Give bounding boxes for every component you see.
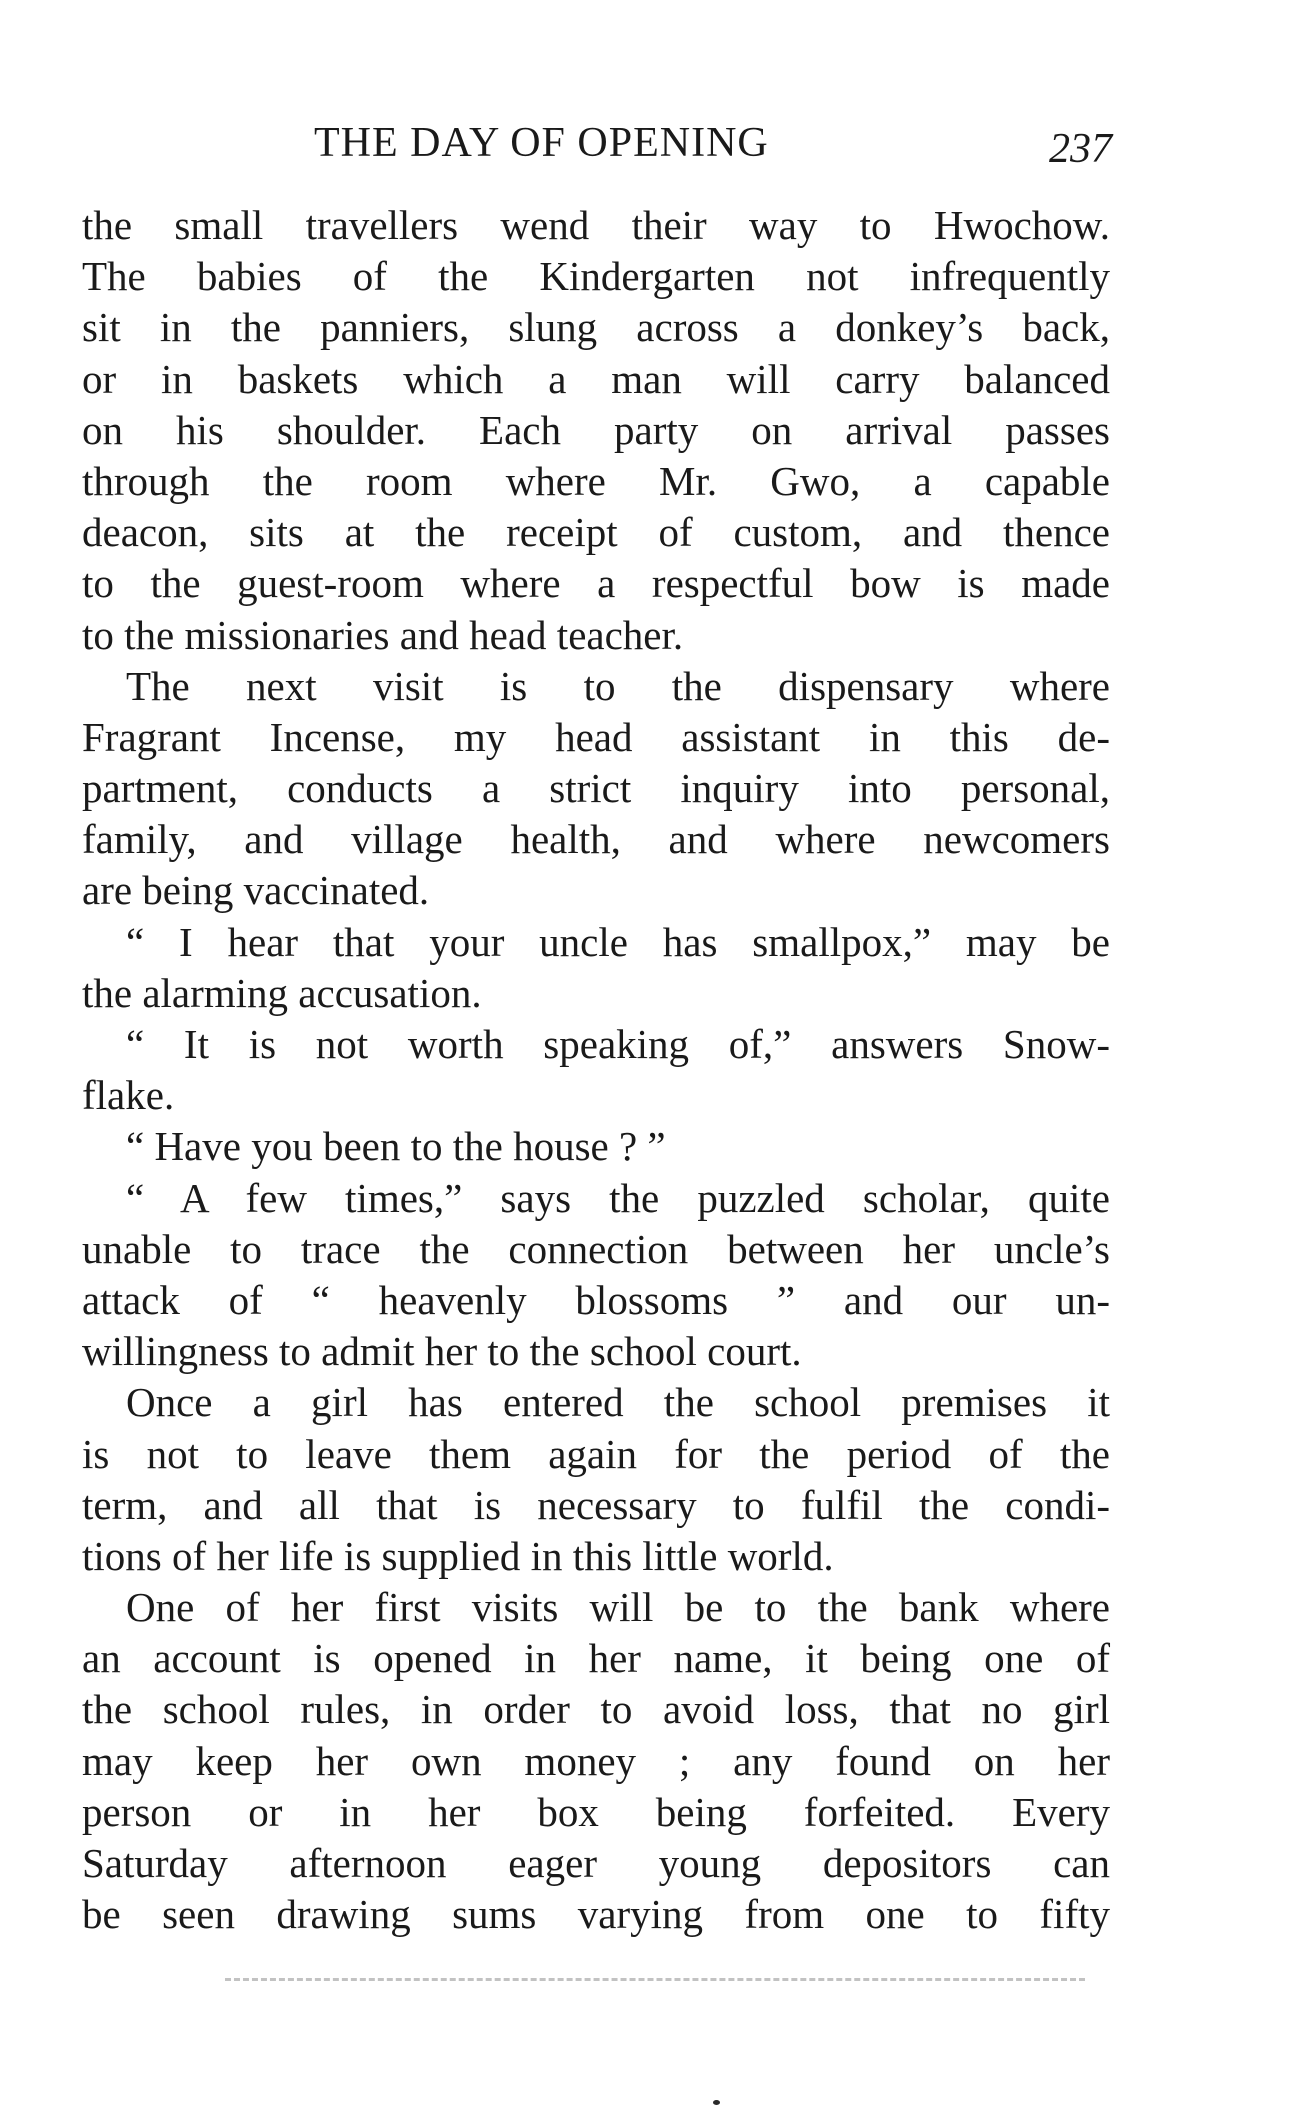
text-line: may keep her own money ; any found on her: [82, 1737, 1110, 1784]
body-text: [82, 200, 1110, 1940]
print-speck: [713, 2100, 720, 2105]
text-line: “ Have you been to the house ? ”: [126, 1123, 666, 1170]
text-line: deacon, sits at the receipt of custom, and thence: [82, 509, 1110, 556]
text-line: “ A few times,” says the puzzled scholar, quite: [126, 1174, 1110, 1221]
paragraph: [82, 1377, 1110, 1582]
print-bleed-marks: [225, 1978, 1085, 1987]
paragraph: [82, 1582, 1110, 1940]
text-line: unable to trace the connection between her uncle’s: [82, 1225, 1110, 1272]
text-line: The next visit is to the dispensary where: [126, 662, 1110, 709]
text-line: Saturday afternoon eager young depositors can: [82, 1840, 1110, 1886]
text-line: term, and all that is necessary to fulfil the condi-: [82, 1481, 1110, 1528]
text-line: family, and village health, and where newcomers: [82, 816, 1110, 863]
text-line: be seen drawing sums varying from one to fifty: [82, 1891, 1110, 1938]
text-line: through the room where Mr. Gwo, a capable: [82, 457, 1110, 504]
text-line: are being vaccinated.: [82, 867, 430, 914]
text-line: on his shoulder. Each party on arrival passes: [82, 406, 1110, 453]
paragraph: [82, 1121, 1110, 1172]
text-line: flake.: [82, 1072, 175, 1119]
text-line: Once a girl has entered the school premises it: [126, 1379, 1110, 1426]
text-line: Fragrant Incense, my head assistant in this de-: [82, 713, 1110, 760]
text-line: the alarming accusation.: [82, 969, 482, 1016]
paragraph: [82, 200, 1110, 661]
paragraph: [82, 1019, 1110, 1121]
text-line: person or in her box being forfeited. Every: [82, 1788, 1110, 1835]
text-line: or in baskets which a man will carry balanced: [82, 355, 1110, 402]
running-title: THE DAY OF OPENING: [314, 120, 769, 166]
text-line: the school rules, in order to avoid loss, that no girl: [82, 1686, 1110, 1733]
paragraph: [82, 917, 1110, 1019]
text-line: “ It is not worth speaking of,” answers Snow-: [126, 1021, 1110, 1067]
text-line: partment, conducts a strict inquiry into personal,: [82, 765, 1110, 812]
text-line: to the guest-room where a respectful bow is made: [82, 560, 1110, 607]
book-page: [82, 118, 1110, 1940]
text-line: One of her first visits will be to the bank where: [126, 1584, 1110, 1631]
text-line: tions of her life is supplied in this little world.: [82, 1532, 834, 1579]
text-line: willingness to admit her to the school court.: [82, 1328, 802, 1375]
text-line: sit in the panniers, slung across a donkey’s back,: [82, 304, 1110, 351]
page-number: 237: [1049, 126, 1112, 172]
text-line: attack of “ heavenly blossoms ” and our un-: [82, 1276, 1110, 1323]
paragraph: [82, 661, 1110, 917]
text-line: to the missionaries and head teacher.: [82, 611, 684, 658]
text-line: the small travellers wend their way to Hwochow.: [82, 202, 1110, 248]
text-line: an account is opened in her name, it being one of: [82, 1635, 1110, 1682]
text-line: is not to leave them again for the period of the: [82, 1430, 1110, 1477]
paragraph: [82, 1173, 1110, 1378]
running-head: [82, 118, 1110, 178]
text-line: The babies of the Kindergarten not infrequently: [82, 253, 1110, 300]
text-line: “ I hear that your uncle has smallpox,” may be: [126, 918, 1110, 965]
